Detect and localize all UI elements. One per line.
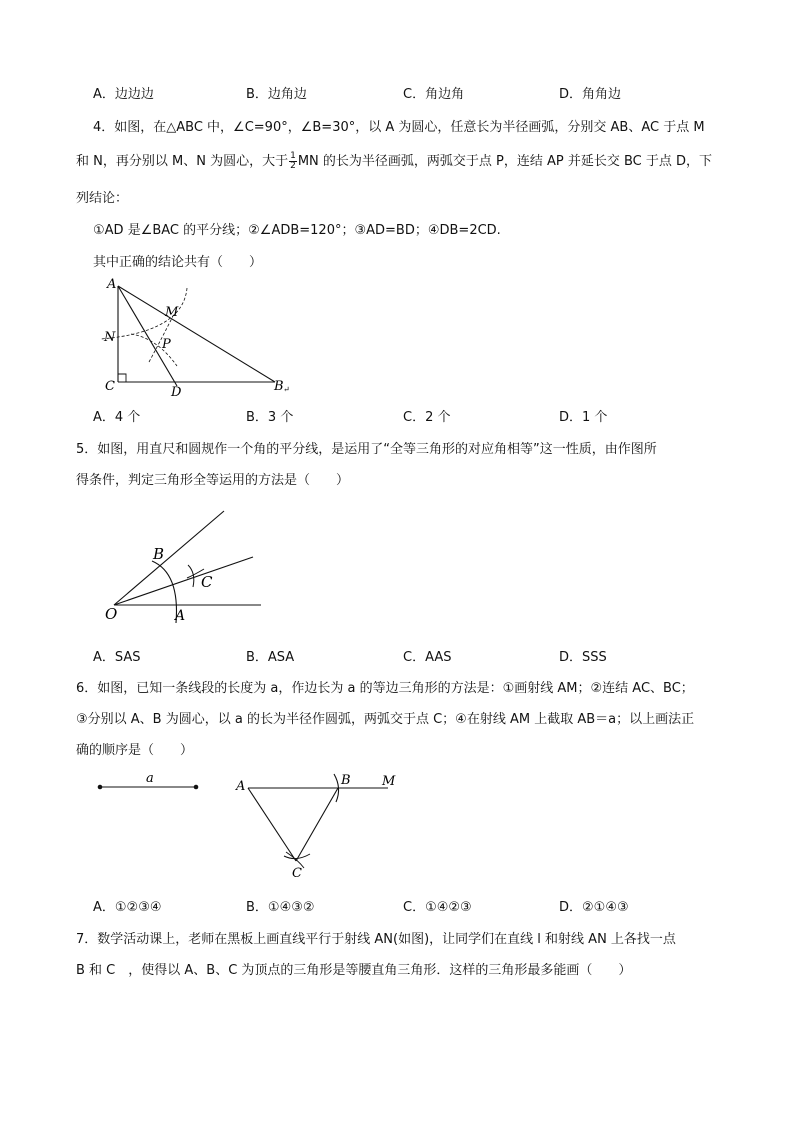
q4-fraction-numerator: 1 (290, 151, 296, 161)
q5-arc-center-o (152, 561, 177, 623)
q4-fraction-denominator: 2 (290, 161, 296, 171)
q5-ray-oc (114, 557, 253, 605)
q4-label-b: B (274, 379, 284, 394)
q6-option-c: C．①④②③ (403, 900, 472, 915)
q6-stem-line3: 确的顺序是（ ） (76, 743, 194, 758)
q5-option-a: A．SAS (93, 650, 141, 665)
q6-label-a: A (236, 779, 246, 794)
q4-return-mark: ↵ (283, 385, 290, 394)
q7-stem-line1: 7．数学活动课上，老师在黑板上画直线平行于射线 AN(如图)，让同学们在直线 l 和射线 AN 上各找一点 (76, 932, 676, 947)
q6-side-bc (296, 788, 338, 861)
q4-label-n: N (104, 330, 116, 345)
q6-stem-line1: 6．如图，已知一条线段的长度为 a，作边长为 a 的等边三角形的方法是：①画射线 AM；②连结 AC、BC； (76, 681, 694, 696)
q4-label-c: C (105, 379, 115, 394)
q6-stem-line2: ③分别以 A、B 为圆心，以 a 的长为半径作圆弧，两弧交于点 C；④在射线 AM 上截取 AB＝a；以上画法正 (76, 712, 695, 727)
q4-stem-line1: 4．如图，在△ABC 中，∠C=90°，∠B=30°，以 A 为圆心，任意长为半径画弧，分别交 AB、AC 于点 M (93, 120, 705, 135)
q4-conclusions: ①AD 是∠BAC 的平分线；②∠ADB=120°；③AD=BD；④DB=2CD. (93, 223, 501, 238)
q4-options (93, 406, 693, 424)
q6-segment-a-figure (92, 768, 212, 798)
q5-label-b: B (153, 545, 165, 563)
q4-stem-line2 (76, 150, 712, 171)
q3-option-a: A．边边边 (93, 87, 154, 102)
q5-stem-line2: 得条件，判定三角形全等运用的方法是（ ） (76, 473, 350, 488)
q6-label-c: C (292, 866, 302, 880)
q4-label-p: P (162, 337, 171, 352)
q6-option-a: A．①②③④ (93, 900, 162, 915)
q6-equilateral-figure (230, 768, 410, 880)
q6-options (93, 896, 693, 914)
q3-options (93, 83, 693, 101)
q4-stem-line2-pre: 和 N，再分别以 M、N 为圆心，大于 (76, 154, 289, 169)
q6-option-d: D．②①④③ (559, 900, 629, 915)
q6-segment-endpoint-left (98, 785, 103, 790)
q5-option-b: B．ASA (246, 650, 295, 665)
q4-option-c: C．2 个 (403, 410, 451, 425)
q4-triangle-figure (95, 274, 305, 396)
q4-option-b: B．3 个 (246, 410, 294, 425)
q4-label-a: A (107, 277, 117, 292)
q4-segment-ad (118, 286, 177, 386)
q4-question: 其中正确的结论共有（ ） (93, 255, 263, 270)
q6-label-b: B (341, 773, 351, 788)
q6-option-b: B．①④③② (246, 900, 315, 915)
q5-stem-line1: 5．如图，用直尺和圆规作一个角的平分线，是运用了“全等三角形的对应角相等”这一性质，由作图所 (76, 442, 657, 457)
q3-option-d: D．角角边 (559, 87, 622, 102)
q6-label-m: M (382, 774, 396, 789)
q4-side-ab (118, 286, 275, 382)
q5-options (93, 646, 693, 664)
q4-stem-line3: 列结论： (76, 191, 129, 206)
q3-option-b: B．边角边 (246, 87, 307, 102)
q4-fraction (289, 152, 297, 171)
q5-option-c: C．AAS (403, 650, 452, 665)
q7-stem-line2: B 和 C ，使得以 A、B、C 为顶点的三角形是等腰直角三角形．这样的三角形最多能画（ ） (76, 963, 632, 978)
q3-option-c: C．角边角 (403, 87, 465, 102)
q4-right-angle-mark (118, 374, 126, 382)
q4-label-d: D (171, 385, 182, 396)
q6-label-a-length: a (146, 771, 154, 786)
q6-segment-endpoint-right (194, 785, 199, 790)
q6-side-ac (248, 788, 296, 861)
q5-label-o: O (105, 605, 118, 623)
q4-option-a: A．4 个 (93, 410, 141, 425)
q5-option-d: D．SSS (559, 650, 607, 665)
q4-stem-line2-post: MN 的长为半径画弧，两弧交于点 P，连结 AP 并延长交 BC 于点 D，下 (297, 154, 713, 169)
q5-label-a: A (175, 608, 186, 624)
q4-label-m: M (165, 305, 179, 320)
q5-label-c: C (201, 573, 213, 591)
q5-angle-bisector-figure (100, 505, 270, 630)
q6-arc-at-c-1 (284, 854, 310, 859)
q4-option-d: D．1 个 (559, 410, 608, 425)
